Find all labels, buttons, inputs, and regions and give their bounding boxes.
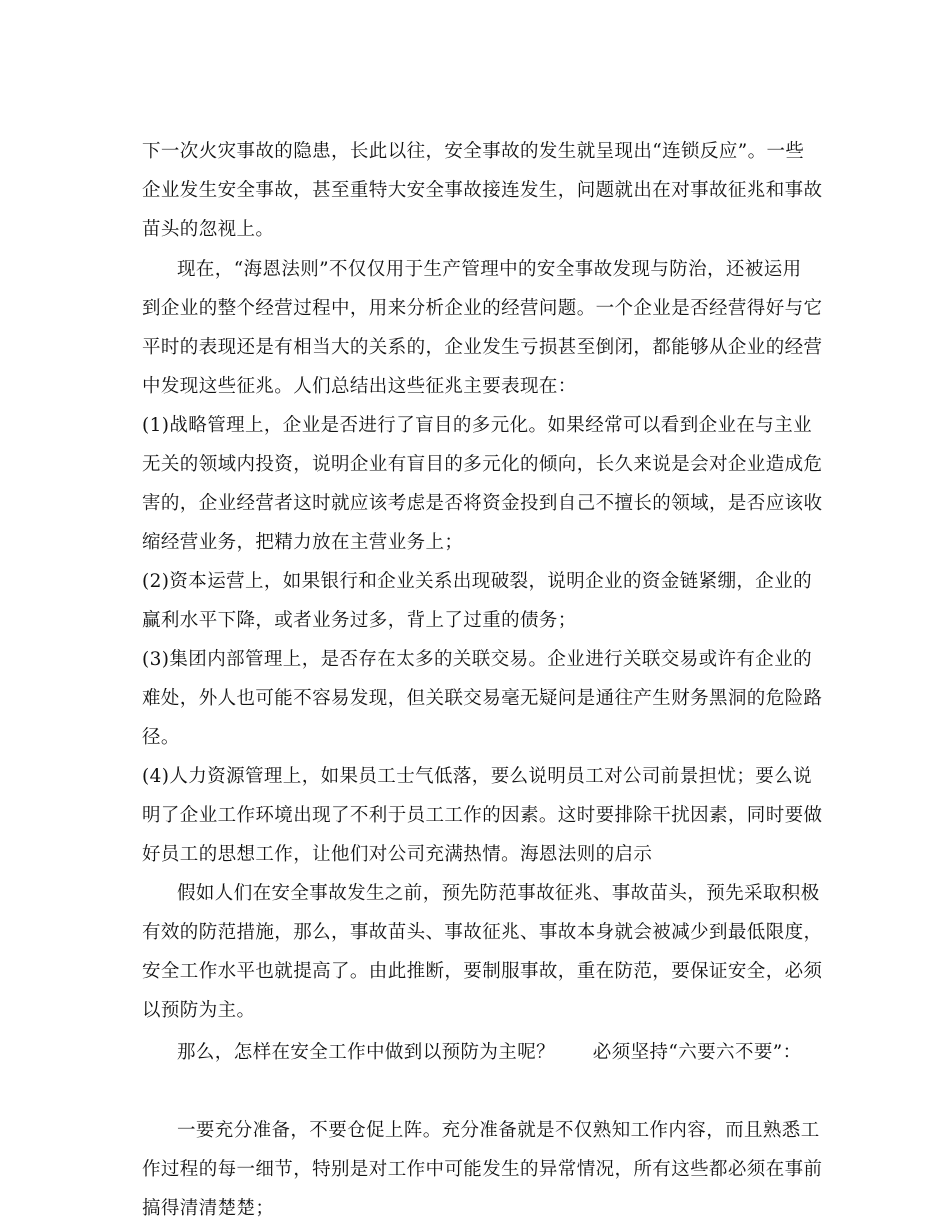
text-line-12: (2)资本运营上，如果银行和企业关系出现破裂，说明企业的资金链紧绷，企业的 <box>142 571 813 592</box>
text-line-8: (1)战略管理上，企业是否进行了盲目的多元化。如果经常可以看到企业在与主业 <box>142 415 813 436</box>
text-line-14: (3)集团内部管理上，是否存在太多的关联交易。企业进行关联交易或许有企业的 <box>142 649 813 670</box>
text-line-26: 作过程的每一细节，特别是对工作中可能发生的异常情况，所有这些都必须在事前 <box>142 1159 823 1180</box>
text-line-4: 现在，“海恩法则”不仅仅用于生产管理中的安全事故发现与防治，还被运用 <box>177 259 802 280</box>
text-line-11: 缩经营业务，把精力放在主营业务上； <box>142 532 464 553</box>
text-line-5: 到企业的整个经营过程中，用来分析企业的经营问题。一个企业是否经营得好与它 <box>142 298 823 319</box>
text-line-16: 径。 <box>142 727 180 748</box>
text-line-25: 一要充分准备，不要仓促上阵。充分准备就是不仅熟知工作内容，而且熟悉工 <box>177 1120 820 1141</box>
text-line-18: 明了企业工作环境出现了不利于员工工作的因素。这时要排除干扰因素，同时要做 <box>142 805 823 826</box>
text-line-7: 中发现这些征兆。人们总结出这些征兆主要表现在： <box>142 376 577 397</box>
text-line-22: 安全工作水平也就提高了。由此推断，要制服事故，重在防范，要保证安全，必须 <box>142 961 823 982</box>
text-line-23: 以预防为主。 <box>142 1000 256 1021</box>
text-line-13: 赢利水平下降，或者业务过多，背上了过重的债务； <box>142 610 577 631</box>
text-line-2: 企业发生安全事故，甚至重特大安全事故接连发生，问题就出在对事故征兆和事故 <box>142 180 823 201</box>
text-line-21: 有效的防范措施，那么，事故苗头、事故征兆、事故本身就会被减少到最低限度， <box>142 922 823 943</box>
text-line-3: 苗头的忽视上。 <box>142 219 275 240</box>
text-line-19: 好员工的思想工作，让他们对公司充满热情。海恩法则的启示 <box>142 844 653 865</box>
text-line-10: 害的，企业经营者这时就应该考虑是否将资金投到自己不擅长的领域，是否应该收 <box>142 493 823 514</box>
text-line-9: 无关的领域内投资，说明企业有盲目的多元化的倾向，长久来说是会对企业造成危 <box>142 454 823 475</box>
text-line-1: 下一次火灾事故的隐患，长此以往，安全事故的发生就呈现出“连锁反应”。一些 <box>142 141 805 162</box>
text-line-15: 难处，外人也可能不容易发现，但关联交易毫无疑问是通往产生财务黑洞的危险路 <box>142 688 823 709</box>
text-line-24: 那么，怎样在安全工作中做到以预防为主呢？ 必须坚持“六要六不要”： <box>177 1042 802 1063</box>
text-line-6: 平时的表现还是有相当大的关系的，企业发生亏损甚至倒闭，都能够从企业的经营 <box>142 337 823 358</box>
text-line-27: 搞得清清楚楚； <box>142 1198 275 1219</box>
text-line-17: (4)人力资源管理上，如果员工士气低落，要么说明员工对公司前景担忧；要么说 <box>142 766 813 787</box>
text-line-20: 假如人们在安全事故发生之前，预先防范事故征兆、事故苗头，预先采取积极 <box>177 883 820 904</box>
